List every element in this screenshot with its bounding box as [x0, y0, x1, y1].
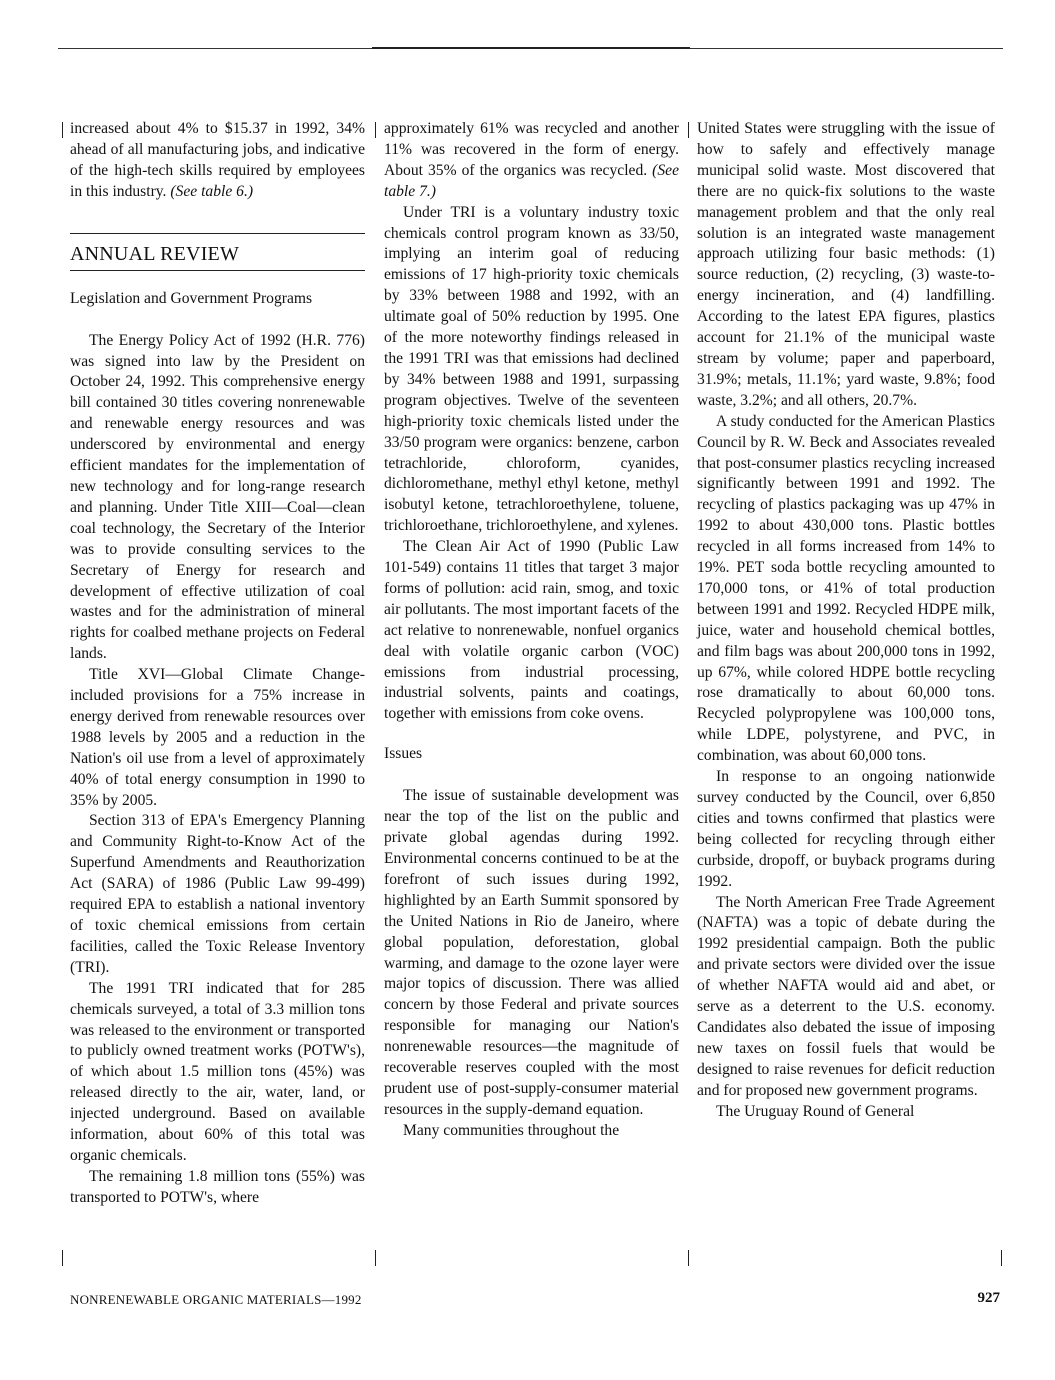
column-rule-left-margin-bottom [62, 1250, 63, 1266]
col1-paragraph: The 1991 TRI indicated that for 285 chemicals surveyed, a total of 3.3 million tons was released to the environment or transported to publicly owned treatment works (POTW's), of which about 1.5 million tons (45%) was released directly to the air, water, land, or injected underground. Based on available information, about 60% of this total was organic chemicals. [70, 979, 365, 1164]
page-number: 927 [977, 1290, 1000, 1306]
col1-intro-text: increased about 4% to $15.37 in 1992, 34% ahead of all manufacturing jobs, and indicative of the high-tech skills required by employees in this industry. [70, 120, 365, 200]
column-1 [70, 119, 365, 1209]
col2-paragraph: Many communities throughout the [403, 1121, 620, 1139]
subheading-issues: Issues [384, 745, 423, 763]
col2-intro-text: approximately 61% was recycled and another 11% was recovered in the form of energy. About 35% of the organics was recycled. [384, 120, 679, 179]
column-rule-left-margin [62, 122, 63, 138]
col1-paragraph: Section 313 of EPA's Emergency Planning and Community Right-to-Know Act of the Superfund Amendments and Reauthorization Act (SARA) of 1986 (Public Law 99-499) required EPA to establish a national inventory of toxic chemical emissions from certain facilities, called the Toxic Release Inventory (TRI). [70, 812, 365, 976]
col2-paragraph: The Clean Air Act of 1990 (Public Law 101-549) contains 11 titles that target 3 major forms of pollution: acid rain, smog, and toxic air pollutants. The most important facets of the act relative to nonrenewable, nonfuel organics deal with volatile organic carbon (VOC) emissions from industrial processing, industrial solvents, paints and coatings, together with emissions from coke ovens. [384, 538, 679, 723]
subheading-legislation: Legislation and Government Programs [70, 289, 313, 307]
column-divider-2-bottom [688, 1250, 689, 1266]
column-2 [384, 119, 679, 1142]
col3-paragraph: United States were struggling with the issue of how to safely and effectively manage municipal solid waste. Most discovered that there are no quick-fix solutions to the waste management problem and that the only real solution is an integrated waste management approach utilizing four basic methods: (1) source reduction, (2) recycling, (3) waste-to-energy incineration, and (4) landfilling. According to the latest EPA figures, plastics account for 21.1% of the municipal waste stream by volume; paper and paperboard, 31.9%; metals, 11.1%; yard waste, 9.8%; food waste, 3.2%; and all others, 20.7%. [697, 120, 995, 409]
col3-paragraph: A study conducted for the American Plastics Council by R. W. Beck and Associates revealed that post-consumer plastics recycling increased significantly between 1991 and 1992. The recycling of plastics packaging was up 47% in 1992 to about 430,000 tons. Plastic bottles recycled in all forms increased from 14% to 19%. PET soda bottle recycling amounted to 170,000 tons, or 41% of total production between 1991 and 1992. Recycled HDPE milk, juice, water and household chemical bottles, and film bags was about 200,000 tons in 1992, up 67%, while colored HDPE bottle recycling rose dramatically to about 60,000 tons. Recycled polypropylene was 100,000 tons, while LDPE, polystyrene, and PVC, in combination, was about 60,000 tons. [697, 412, 995, 765]
col2-paragraph: The issue of sustainable development was near the top of the list on the public and private global agendas during 1992. Environmental concerns continued to be at the forefront of such issues during 1992, highlighted by an Earth Summit sponsored by the United Nations in Rio de Janeiro, where global population, deforestation, global warming, and damage to the ozone layer were major topics of discussion. There was allied concern by those Federal and private sources responsible for managing our Nation's nonrenewable resources—the magnitude of recoverable reserves coupled with the most prudent use of post-supply-consumer material resources in the supply-demand equation. [384, 787, 679, 1118]
column-divider-1-top [375, 122, 376, 138]
column-divider-2-top [688, 122, 689, 138]
col2-table-reference: (See table 7.) [384, 161, 679, 200]
top-rule-accent [372, 47, 690, 49]
col1-paragraph: The remaining 1.8 million tons (55%) was transported to POTW's, where [70, 1167, 365, 1206]
column-divider-1-bottom [375, 1250, 376, 1266]
col1-intro-paragraph [70, 119, 365, 203]
col3-paragraph: The North American Free Trade Agreement (NAFTA) was a topic of debate during the 1992 presidential campaign. Both the public and private sectors were divided over the issue of whether NAFTA would aid and abet, or serve as a deterrent to the U.S. economy. Candidates also debated the issue of imposing new taxes on fossil fuels that would be designed to raise revenues for deficit reduction and for proposed new government programs. [697, 893, 995, 1099]
col2-intro-paragraph [384, 119, 679, 203]
section-heading-annual-review: ANNUAL REVIEW [70, 233, 365, 271]
column-rule-right-bottom [1001, 1250, 1002, 1266]
col1-paragraph: Title XVI—Global Climate Change-included provisions for a 75% increase in energy derived from renewable resources over 1988 levels by 2005 and a reduction in the Nation's oil use from a level of approximately 40% of total energy consumption in 1990 to 35% by 2005. [70, 666, 365, 809]
col3-paragraph: The Uruguay Round of General [716, 1102, 915, 1120]
col2-paragraph: Under TRI is a voluntary industry toxic chemicals control program known as 33/50, implying an interim goal of reducing emissions of 17 high-priority toxic chemicals by 33% between 1988 and 1992, with an ultimate goal of 50% reduction by 1995. One of the more noteworthy findings released in the 1991 TRI was that emissions had declined by 34% between 1988 and 1991, surpassing program objectives. Twelve of the seventeen high-priority toxic chemicals listed under the 33/50 program were organics: benzene, carbon tetrachloride, chloroform, cyanides, dichloromethane, methyl ethyl ketone, methyl isobutyl ketone, tetrachloroethylene, toluene, trichloroethane, trichloroethylene, and xylenes. [384, 203, 679, 535]
column-3 [697, 119, 995, 1123]
col1-paragraph: The Energy Policy Act of 1992 (H.R. 776) was signed into law by the President on October 24, 1992. This comprehensive energy bill contained 30 titles covering nonrenewable and renewable energy resources and was underscored by environmental and energy efficient mandates for the implementation of new technology and for long-range research and planning. Under Title XIII—Coal—clean coal technology, the Secretary of the Interior was to provide consulting services to the Secretary of Energy for research and development of effective utilization of coal wastes and for the administration of mineral rights for coalbed methane projects on Federal lands. [70, 331, 365, 663]
running-title: NONRENEWABLE ORGANIC MATERIALS—1992 [70, 1292, 362, 1307]
col3-paragraph: In response to an ongoing nationwide survey conducted by the Council, over 6,850 cities and towns confirmed that plastics were being collected for recycling through either curbside, dropoff, or buyback programs during 1992. [697, 768, 995, 890]
col1-table-reference: (See table 6.) [170, 182, 254, 200]
